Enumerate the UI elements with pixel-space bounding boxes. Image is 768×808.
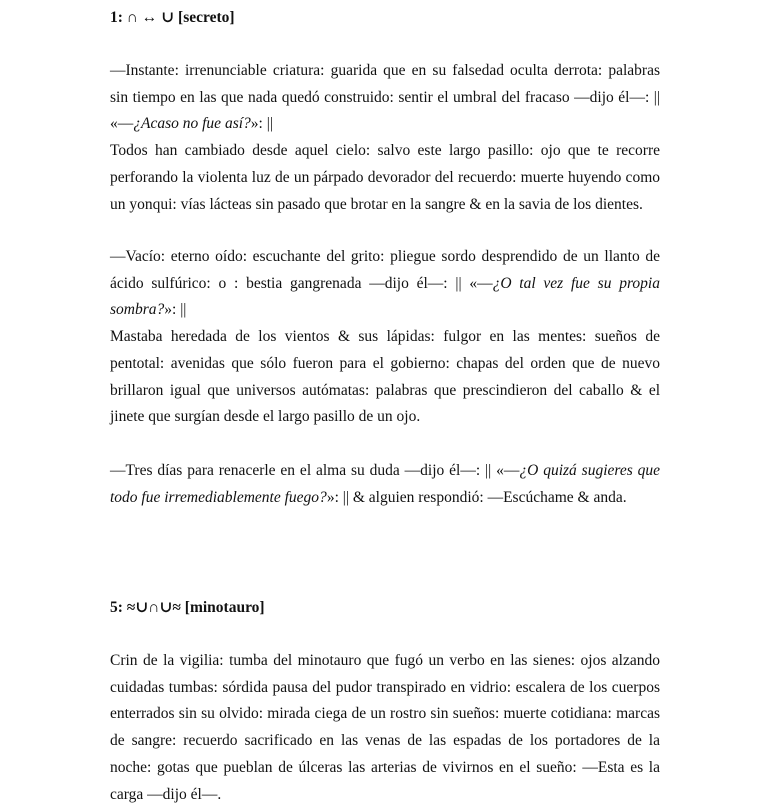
paragraph-tres-dias: [110, 458, 660, 511]
text-line: cuidadas tumbas: sórdida pausa del pudor transpirado en vidrio: escalera de los cuerpos: [110, 678, 660, 696]
text-run: ácido sulfúrico: o : bestia gangrenada —dijo él—: || «—: [110, 274, 493, 292]
text-line: [110, 458, 660, 485]
text-line: pentotal: avenidas que sólo fueron para el gobierno: chapas del orden que de nuevo: [110, 354, 660, 372]
italic-quote: ¿O tal vez fue su propia: [492, 274, 660, 292]
text-line: sin tiempo en las que nada quedó construido: sentir el umbral del fracaso —dijo él—: ||: [110, 88, 660, 106]
text-line: carga —dijo él—.: [110, 785, 222, 803]
text-line: brillaron igual que universos autómatas: palabras que prescindieron del caballo & el: [110, 381, 660, 399]
italic-quote: sombra?: [110, 301, 165, 319]
italic-quote: ¿O quizá sugieres que: [519, 462, 661, 479]
italic-quote: ¿Acaso no fue así?: [133, 115, 251, 133]
text-line: [110, 485, 660, 512]
text-run: »: ||: [250, 115, 273, 133]
section-heading-minotauro: 5: ≈∪∩∪≈ [minotauro]: [110, 599, 265, 616]
text-line: [110, 297, 660, 324]
text-line: [110, 111, 660, 138]
text-line: jinete que surgían desde el largo pasillo de un ojo.: [110, 408, 421, 426]
paragraph-vacio: [110, 244, 660, 431]
text-line: [110, 271, 660, 298]
paragraph-instante: [110, 58, 660, 218]
section-heading-secreto: 1: ∩ ↔ ∪ [secreto]: [110, 9, 235, 26]
text-run: —Tres días para renacerle en el alma su duda —dijo él—: || «—: [110, 462, 520, 479]
paragraph-crin: [110, 648, 660, 808]
text-run: «—: [110, 115, 134, 133]
text-line: de sangre: recuerdo sacrificado en las venas de las espadas de los portadores de la: [110, 732, 660, 750]
text-line: Mastaba heredada de los vientos & sus lápidas: fulgor en las mentes: sueños de: [110, 328, 660, 346]
italic-quote: todo fue irremediablemente fuego?: [110, 488, 327, 506]
text-line: Todos han cambiado desde aquel cielo: salvo este largo pasillo: ojo que te recorre: [110, 142, 660, 160]
text-line: enterrados sin su olvido: mirada ciega de un rostro sin sueños: muerte cotidiana: marcas: [110, 705, 660, 723]
text-line: noche: gotas que pueblan de úlceras las arterias de vivirnos en el sueño: —Esta es la: [110, 758, 660, 776]
text-run: »: || & alguien respondió: —Escúchame & anda.: [326, 488, 627, 506]
text-line: —Instante: irrenunciable criatura: guarida que en su falsedad oculta derrota: palabras: [110, 62, 660, 79]
text-line: perforando la violenta luz de un párpado devorador del recuerdo: muerte huyendo como: [110, 168, 660, 186]
text-run: »: ||: [164, 301, 187, 319]
text-line: un yonqui: vías lácteas sin pasado que brotar en la sangre & en la savia de los dientes.: [110, 195, 643, 213]
text-line: Crin de la vigilia: tumba del minotauro que fugó un verbo en las sienes: ojos alzando: [110, 652, 660, 669]
text-line: —Vacío: eterno oído: escuchante del grito: pliegue sordo desprendido de un llanto de: [110, 248, 660, 265]
